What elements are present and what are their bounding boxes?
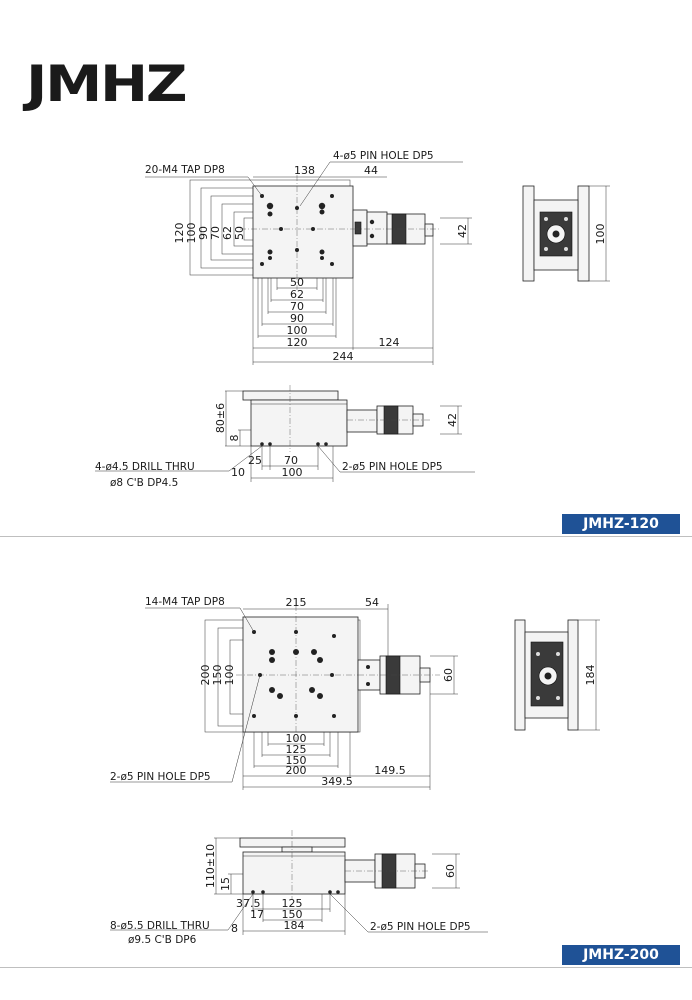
jmhz200-v100: 100 <box>223 664 236 686</box>
jmhz120-dim-44: 44 <box>364 164 378 177</box>
jmhz120-side-dim-100: 100 <box>594 223 607 245</box>
jmhz200-dim-37-5: 37.5 <box>236 897 261 910</box>
jmhz120-drill-label: 4-ø4.5 DRILL THRU <box>95 461 195 473</box>
jmhz120-h50: 50 <box>290 276 304 289</box>
jmhz200-front-dim-60: 60 <box>444 864 457 878</box>
jmhz200-drill-label: 8-ø5.5 DRILL THRU <box>110 920 210 932</box>
jmhz200-cb-label: ø9.5 C'B DP6 <box>128 934 197 946</box>
jmhz200-v150: 150 <box>211 664 224 686</box>
jmhz120-v62: 62 <box>221 226 234 240</box>
jmhz120-h90: 90 <box>290 312 304 325</box>
section-divider <box>0 967 692 968</box>
jmhz200-dim-349-5: 349.5 <box>321 775 353 788</box>
section-divider <box>0 536 692 537</box>
jmhz120-dim-25: 25 <box>248 454 262 467</box>
jmhz120-cb-label: ø8 C'B DP4.5 <box>110 477 179 489</box>
jmhz200-dim-15: 15 <box>219 877 232 891</box>
jmhz200-v200: 200 <box>199 664 212 686</box>
jmhz200-dim-149-5: 149.5 <box>374 764 406 777</box>
jmhz120-front-dim-42: 42 <box>446 413 459 427</box>
jmhz120-height: 80±6 <box>214 402 227 434</box>
jmhz200-dim-8: 8 <box>231 922 238 935</box>
jmhz120-v90: 90 <box>197 226 210 240</box>
jmhz200-pin-label: 2-ø5 PIN HOLE DP5 <box>370 921 471 933</box>
jmhz120-dim-70: 70 <box>284 454 298 467</box>
jmhz120-tap-label: 20-M4 TAP DP8 <box>145 164 225 176</box>
jmhz120-v100: 100 <box>185 222 198 244</box>
jmhz200-height: 110±10 <box>204 843 217 889</box>
jmhz200-dim-215: 215 <box>285 596 307 609</box>
jmhz200-dim-150: 150 <box>281 908 303 921</box>
jmhz200-dim-54: 54 <box>365 596 379 609</box>
jmhz120-v120: 120 <box>173 222 186 244</box>
jmhz120-dim-100: 100 <box>281 466 303 479</box>
jmhz120-table-plate <box>253 186 353 278</box>
jmhz200-h150: 150 <box>285 754 307 767</box>
jmhz200-pin-label: 2-ø5 PIN HOLE DP5 <box>110 771 211 783</box>
jmhz200-h100: 100 <box>285 732 307 745</box>
jmhz200-dim-17: 17 <box>250 908 264 921</box>
jmhz120-side-view <box>523 186 610 281</box>
jmhz120-v50: 50 <box>233 226 246 240</box>
jmhz120-front-view <box>95 385 475 489</box>
jmhz120-dim-8: 8 <box>228 434 241 442</box>
model-badge-jmhz200: JMHZ-200 <box>562 945 680 965</box>
jmhz200-tap-label: 14-M4 TAP DP8 <box>145 596 225 608</box>
jmhz120-h62: 62 <box>290 288 304 301</box>
jmhz120-dim-244: 244 <box>332 350 354 363</box>
jmhz120-pin-label: 4-ø5 PIN HOLE DP5 <box>333 150 434 162</box>
jmhz120-v70: 70 <box>209 226 222 240</box>
jmhz120-h120: 120 <box>286 336 308 349</box>
model-badge-jmhz120: JMHZ-120 <box>562 514 680 534</box>
jmhz200-top-view <box>110 596 458 790</box>
jmhz200-h200: 200 <box>285 764 307 777</box>
jmhz120-dim-42: 42 <box>456 224 469 238</box>
jmhz120-dim-10: 10 <box>231 466 245 479</box>
jmhz200-side-dim-184: 184 <box>584 664 597 686</box>
jmhz200-h125: 125 <box>285 743 307 756</box>
jmhz200-dim-184: 184 <box>283 919 305 932</box>
jmhz120-top-view <box>145 150 472 365</box>
jmhz120-h100: 100 <box>286 324 308 337</box>
jmhz200-side-view <box>515 620 600 730</box>
jmhz120-pin-label: 2-ø5 PIN HOLE DP5 <box>342 461 443 473</box>
jmhz200-dim-60: 60 <box>442 668 455 682</box>
jmhz120-dim-138: 138 <box>294 164 315 177</box>
jmhz200-front-view <box>110 830 488 946</box>
brand-logo: JMHZ <box>26 55 186 113</box>
jmhz120-dim-124: 124 <box>378 336 400 349</box>
jmhz120-h70: 70 <box>290 300 304 313</box>
jmhz200-dim-125: 125 <box>281 897 303 910</box>
